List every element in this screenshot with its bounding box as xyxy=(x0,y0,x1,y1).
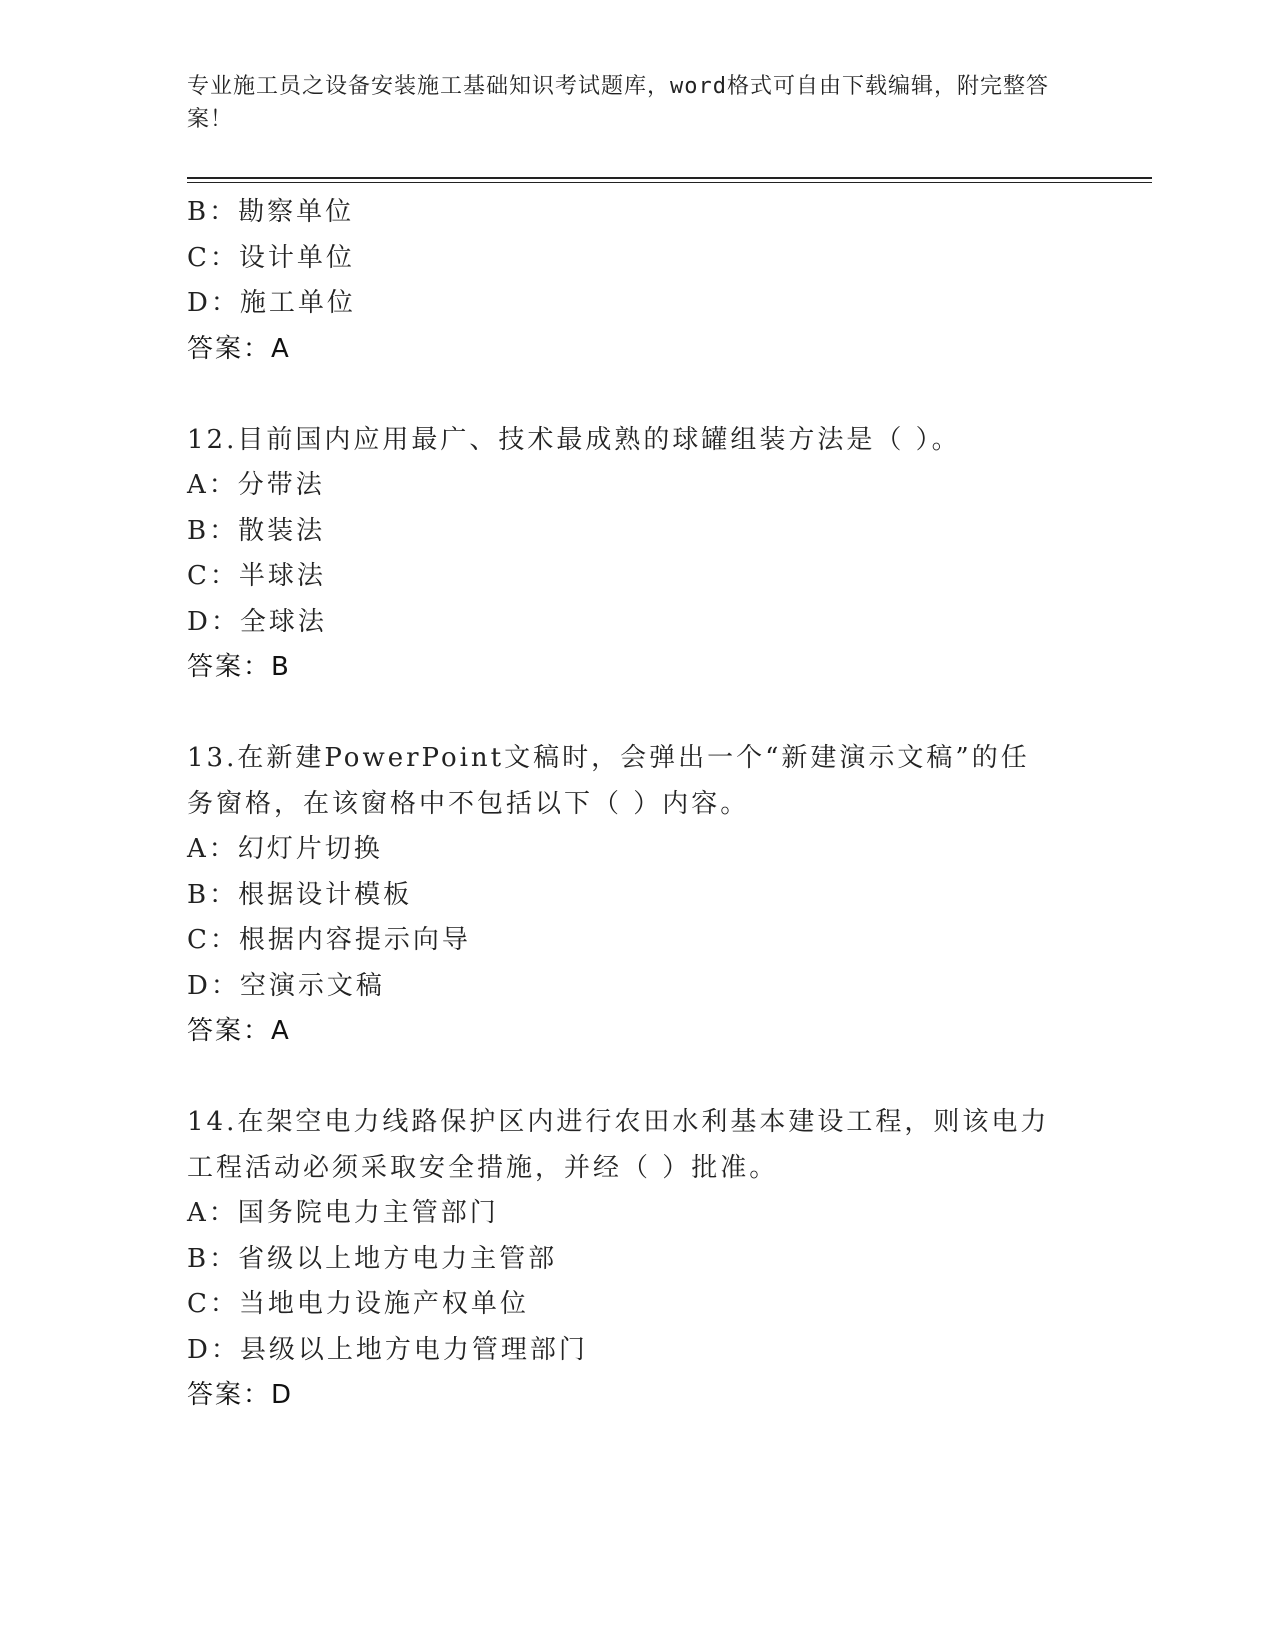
option-a: A：幻灯片切换 xyxy=(187,834,383,864)
answer-line: 答案：A xyxy=(187,333,291,364)
header-rule-thick xyxy=(187,177,1152,179)
option-d: D：空演示文稿 xyxy=(187,970,385,1001)
question-13 xyxy=(187,736,1087,1055)
document-header: 专业施工员之设备安装施工基础知识考试题库，word格式可自由下载编辑，附完整答案！ xyxy=(187,74,1049,132)
option-c: C：设计单位 xyxy=(187,242,355,273)
option-a: A：国务院电力主管部门 xyxy=(187,1198,499,1228)
option-d: D：县级以上地方电力管理部门 xyxy=(187,1334,588,1365)
question-text: 14.在架空电力线路保护区内进行农田水利基本建设工程，则该电力工程活动必须采取安全措施，并经（ ）批准。 xyxy=(187,1107,1050,1183)
question-text: 12.目前国内应用最广、技术最成熟的球罐组装方法是（ ）。 xyxy=(187,424,961,455)
answer-line: 答案：B xyxy=(187,652,291,682)
question-text: 13.在新建PowerPoint文稿时，会弹出一个“新建演示文稿”的任务窗格，在该窗格中不包括以下（ ）内容。 xyxy=(187,743,1030,819)
option-b: B：根据设计模板 xyxy=(187,879,413,910)
question-12 xyxy=(187,418,1087,691)
option-b: B：勘察单位 xyxy=(187,197,355,227)
option-c: C：半球法 xyxy=(187,561,326,591)
spacer xyxy=(187,691,1087,737)
option-b: B：省级以上地方电力主管部 xyxy=(187,1243,558,1274)
spacer xyxy=(187,1055,1087,1101)
question-14 xyxy=(187,1100,1087,1419)
option-c: C：当地电力设施产权单位 xyxy=(187,1289,529,1319)
header-rule-thin xyxy=(187,182,1152,183)
option-d: D：全球法 xyxy=(187,606,327,637)
question-content xyxy=(187,190,1087,1419)
option-b: B：散装法 xyxy=(187,515,326,546)
answer-line: 答案：A xyxy=(187,1016,291,1046)
option-c: C：根据内容提示向导 xyxy=(187,925,471,955)
option-a: A：分带法 xyxy=(187,470,325,500)
answer-line: 答案：D xyxy=(187,1380,294,1410)
option-d: D：施工单位 xyxy=(187,288,356,318)
question-11-fragment xyxy=(187,190,1087,372)
spacer xyxy=(187,372,1087,418)
